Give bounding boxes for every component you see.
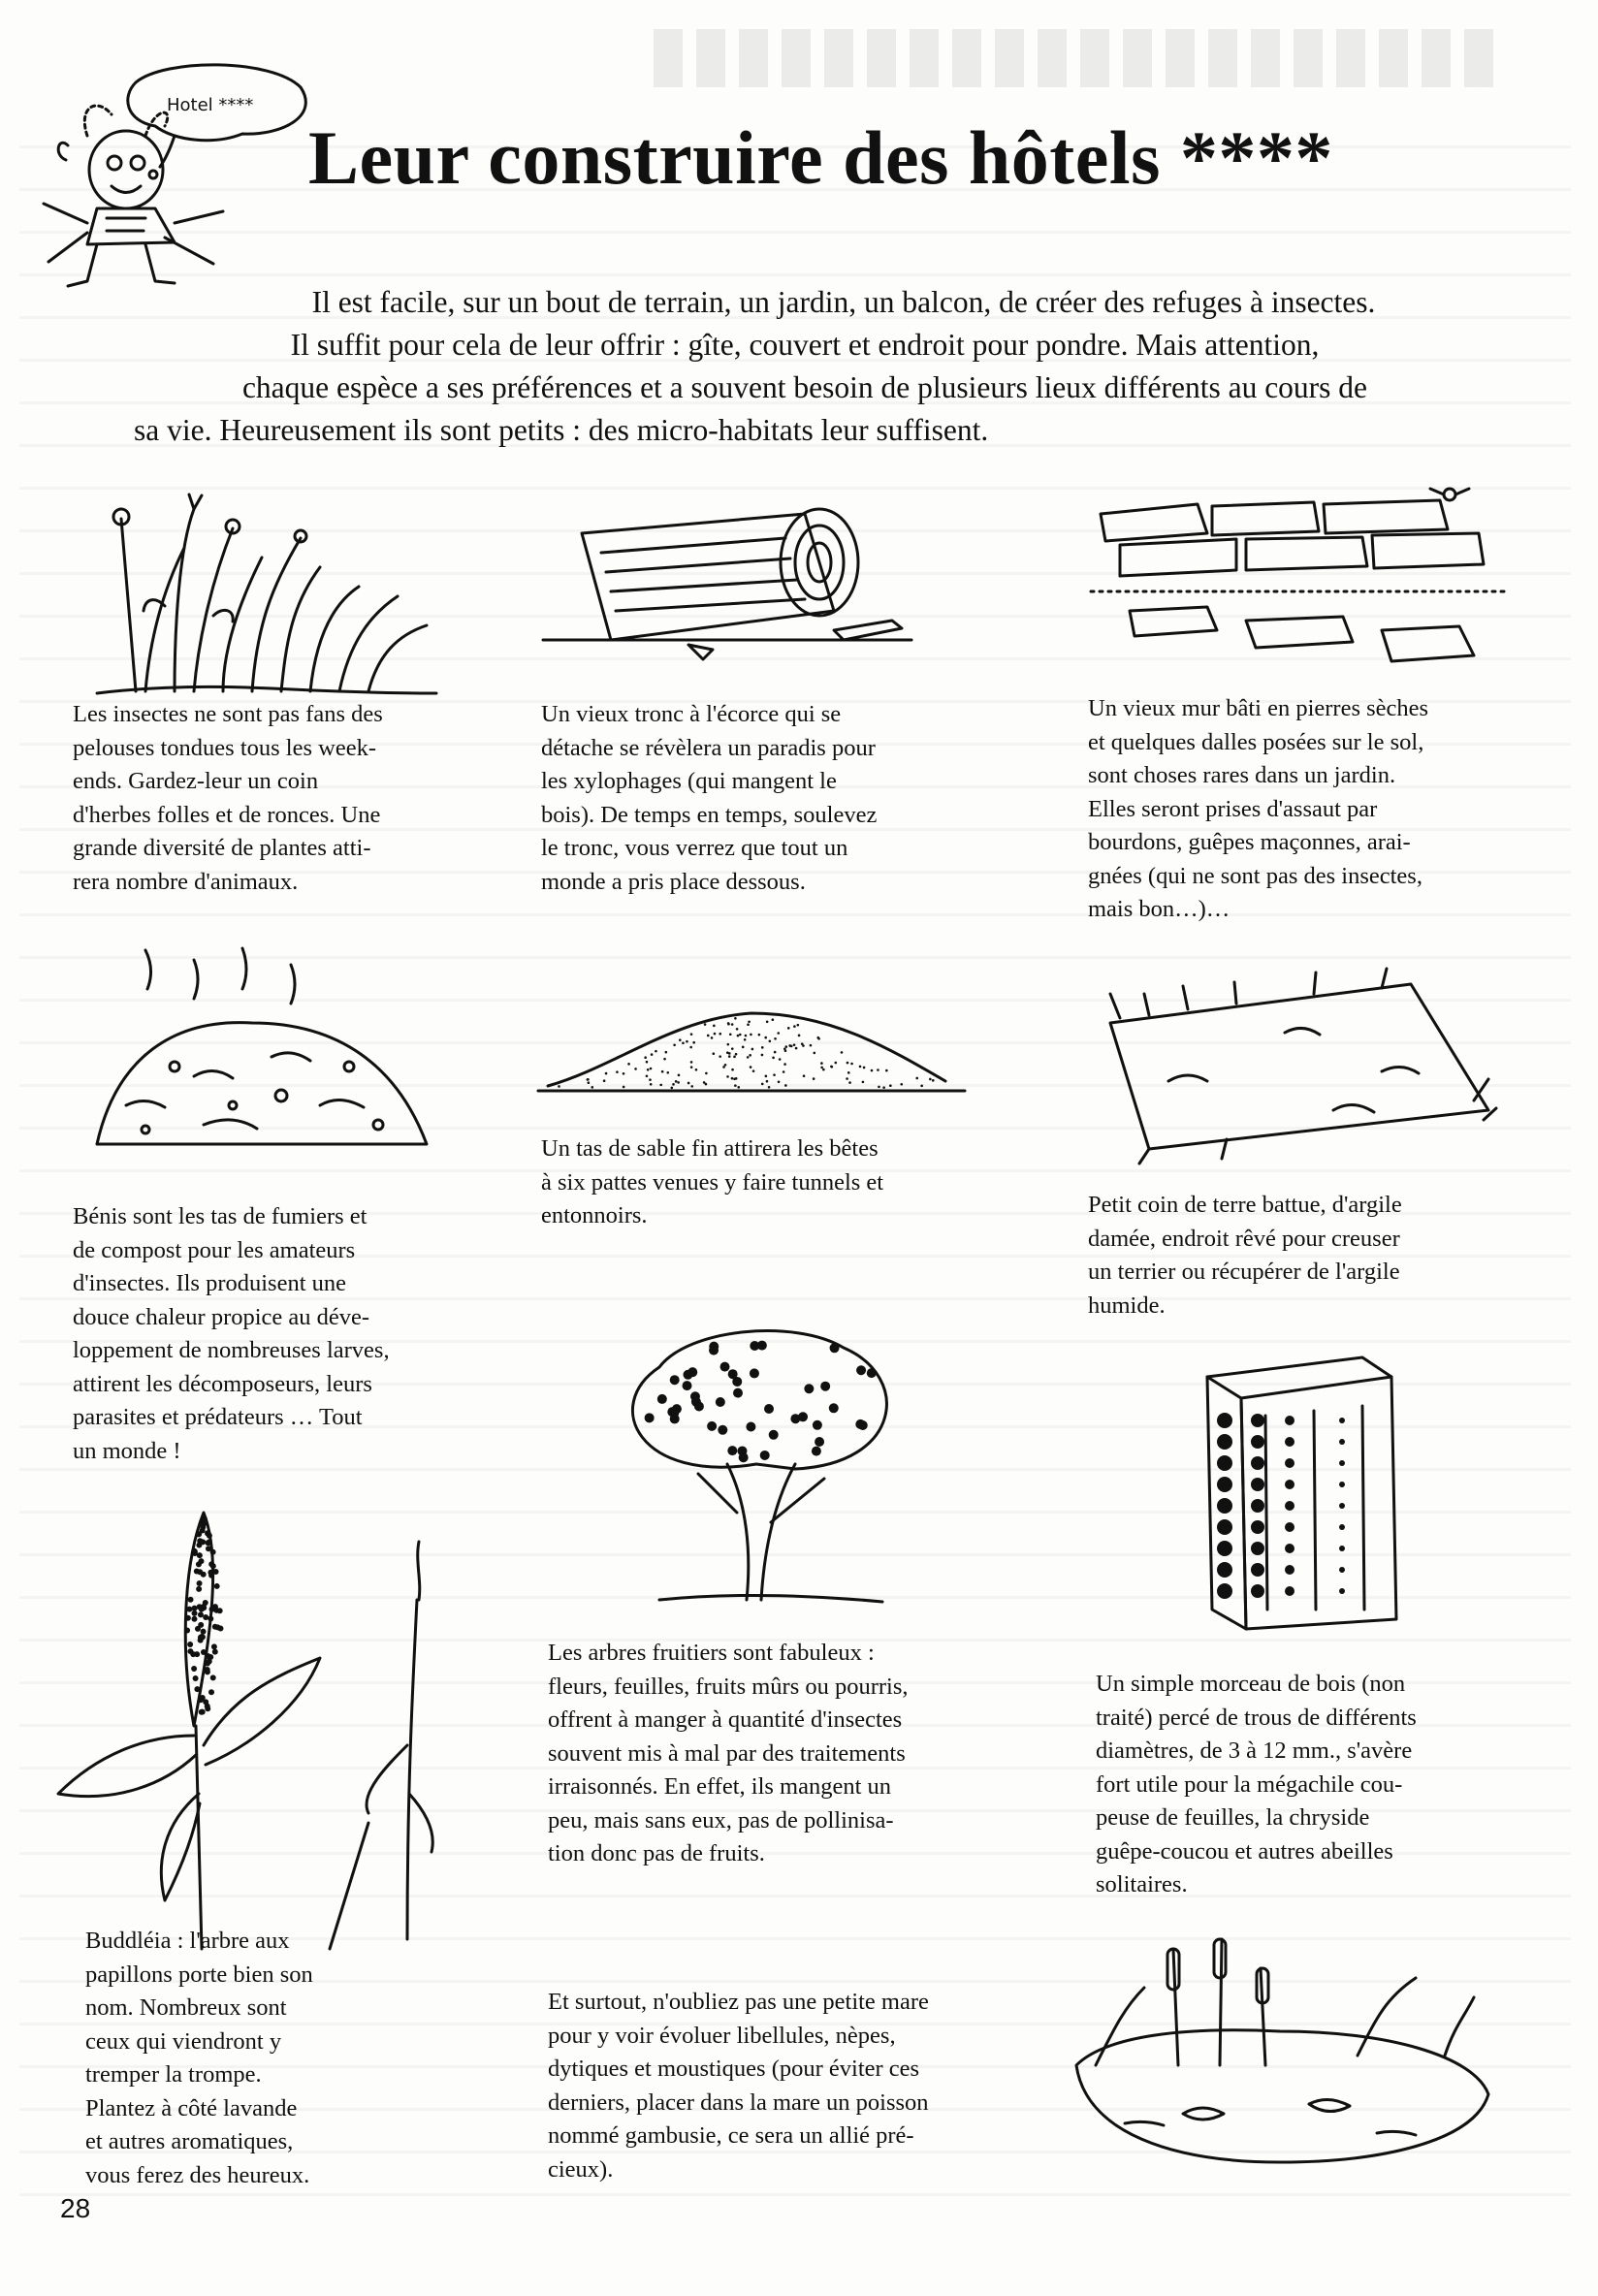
caption-line: les xylophages (qui mangent le [541, 768, 837, 794]
caption-line: Un tas de sable fin attirera les bêtes [541, 1135, 879, 1162]
caption-line: papillons porte bien son [85, 1961, 313, 1988]
caption-line: dytiques et moustiques (pour éviter ces [548, 2056, 920, 2082]
caption-line: Plantez à côté lavande [85, 2094, 298, 2121]
caption-line: traité) percé de trous de différents [1096, 1704, 1417, 1731]
fruit-tree-illustration [601, 1319, 921, 1610]
caption-sable [541, 1132, 883, 1233]
caption-line: d'herbes folles et de ronces. Une [73, 801, 381, 828]
caption-line: guêpe-coucou et autres abeilles [1096, 1837, 1393, 1865]
caption-bois [1096, 1668, 1417, 1902]
caption-line: diamètres, de 3 à 12 mm., s'avère [1096, 1738, 1413, 1764]
caption-line: pelouses tondues tous les week- [73, 734, 376, 761]
caption-line: attirent les décomposeurs, leurs [73, 1370, 372, 1397]
caption-line: Buddléia : l'arbre aux [85, 1928, 290, 1954]
caption-line: à six pattes venues y faire tunnels et [541, 1168, 884, 1196]
old-log-illustration [543, 494, 911, 669]
caption-line: Un vieux mur bâti en pierres sèches [1088, 695, 1429, 721]
caption-line: cieux). [548, 2155, 614, 2183]
caption-line: tremper la trompe. [85, 2061, 262, 2088]
caption-line: parasites et prédateurs … Tout [73, 1404, 363, 1430]
show-through-heading [640, 29, 1493, 87]
caption-line: sont choses rares dans un jardin. [1088, 762, 1396, 788]
caption-line: bourdons, guêpes maçonnes, arai- [1088, 829, 1411, 855]
stone-wall-illustration [1091, 485, 1508, 679]
caption-line: nommé gambusie, ce sera un allié pré- [548, 2122, 914, 2149]
caption-line: Les insectes ne sont pas fans des [73, 701, 383, 727]
sand-heap-illustration [538, 989, 965, 1115]
intro-paragraph [116, 281, 1493, 452]
caption-line: fort utile pour la mégachile cou- [1096, 1770, 1403, 1798]
caption-line: Bénis sont les tas de fumiers et [73, 1203, 368, 1229]
intro-line: Il suffit pour cela de leur offrir : gîte, couvert et endroit pour pondre. Mais attention, [290, 328, 1320, 362]
intro-line: sa vie. Heureusement ils sont petits : des micro-habitats leur suffisent. [134, 413, 989, 447]
hotel-sign-text: Hotel **** [167, 95, 254, 115]
caption-line: et quelques dalles posées sur le sol, [1088, 728, 1424, 755]
caption-line: monde a pris place dessous. [541, 868, 806, 895]
caption-line: mais bon…)… [1088, 896, 1230, 922]
caption-line: Petit coin de terre battue, d'argile [1088, 1192, 1402, 1218]
caption-arbres [548, 1637, 909, 1871]
caption-buddleia [85, 1925, 313, 2192]
caption-line: ceux qui viendront y [85, 2027, 282, 2055]
caption-mur [1088, 692, 1428, 927]
caption-line: Elles seront prises d'assaut par [1088, 795, 1378, 822]
caption-tronc [541, 698, 877, 899]
caption-line: peuse de feuilles, la chryside [1096, 1804, 1370, 1831]
caption-line: Un simple morceau de bois (non [1096, 1671, 1406, 1697]
caption-line: ends. Gardez-leur un coin [73, 768, 319, 794]
compost-heap-illustration [87, 941, 436, 1164]
caption-line: fleurs, feuilles, fruits mûrs ou pourris, [548, 1673, 909, 1700]
intro-line: chaque espèce a ses préférences et a souvent besoin de plusieurs lieux différents au cours de [241, 370, 1368, 404]
caption-line: bois). De temps en temps, soulevez [541, 801, 878, 828]
caption-line: un monde ! [73, 1437, 181, 1464]
caption-line: un terrier ou récupérer de l'argile [1088, 1259, 1400, 1285]
buddleia-illustration [39, 1503, 446, 1949]
caption-line: entonnoirs. [541, 1202, 648, 1228]
caption-line: détache se révèlera un paradis pour [541, 734, 876, 761]
caption-line: damée, endroit rêvé pour creuser [1088, 1225, 1400, 1252]
caption-line: tion donc pas de fruits. [548, 1840, 765, 1866]
mascot-bug-illustration [29, 39, 320, 301]
page-title: Leur construire des hôtels **** [308, 115, 1333, 200]
caption-line: grande diversité de plantes atti- [73, 835, 371, 861]
clay-patch-illustration [1091, 965, 1498, 1159]
caption-line: de compost pour les amateurs [73, 1236, 356, 1263]
caption-line: le tronc, vous verrez que tout un [541, 835, 848, 861]
pond-illustration [1067, 1929, 1493, 2182]
caption-herbes [73, 698, 383, 899]
drilled-wood-illustration [1198, 1338, 1411, 1629]
caption-line: douce chaleur propice au déve- [73, 1303, 370, 1330]
caption-line: gnées (qui ne sont pas des insectes, [1088, 862, 1422, 889]
caption-line: irraisonnés. En effet, ils mangent un [548, 1773, 892, 1800]
intro-line: Il est facile, sur un bout de terrain, un jardin, un balcon, de créer des refuges à insectes. [311, 285, 1376, 319]
caption-line: et autres aromatiques, [85, 2128, 294, 2154]
caption-compost [73, 1200, 390, 1468]
caption-line: solitaires. [1096, 1871, 1188, 1897]
caption-line: rera nombre d'animaux. [73, 868, 299, 895]
caption-line: Et surtout, n'oubliez pas une petite mare [548, 1989, 929, 2015]
caption-line: vous ferez des heureux. [85, 2161, 310, 2188]
wild-grass-illustration [78, 490, 446, 703]
caption-line: offrent à manger à quantité d'insectes [548, 1706, 903, 1733]
caption-line: d'insectes. Ils produisent une [73, 1270, 347, 1296]
caption-argile [1088, 1189, 1402, 1323]
caption-line: souvent mis à mal par des traitements [548, 1739, 906, 1767]
caption-line: Les arbres fruitiers sont fabuleux : [548, 1640, 875, 1666]
caption-line: peu, mais sans eux, pas de pollinisa- [548, 1806, 894, 1834]
caption-line: pour y voir évoluer libellules, nèpes, [548, 2022, 896, 2049]
caption-mare [548, 1986, 929, 2186]
caption-line: humide. [1088, 1292, 1166, 1319]
caption-line: derniers, placer dans la mare un poisson [548, 2089, 929, 2116]
caption-line: loppement de nombreuses larves, [73, 1337, 390, 1363]
page-number: 28 [60, 2193, 91, 2223]
caption-line: nom. Nombreux sont [85, 1994, 287, 2021]
caption-line: Un vieux tronc à l'écorce qui se [541, 701, 842, 727]
